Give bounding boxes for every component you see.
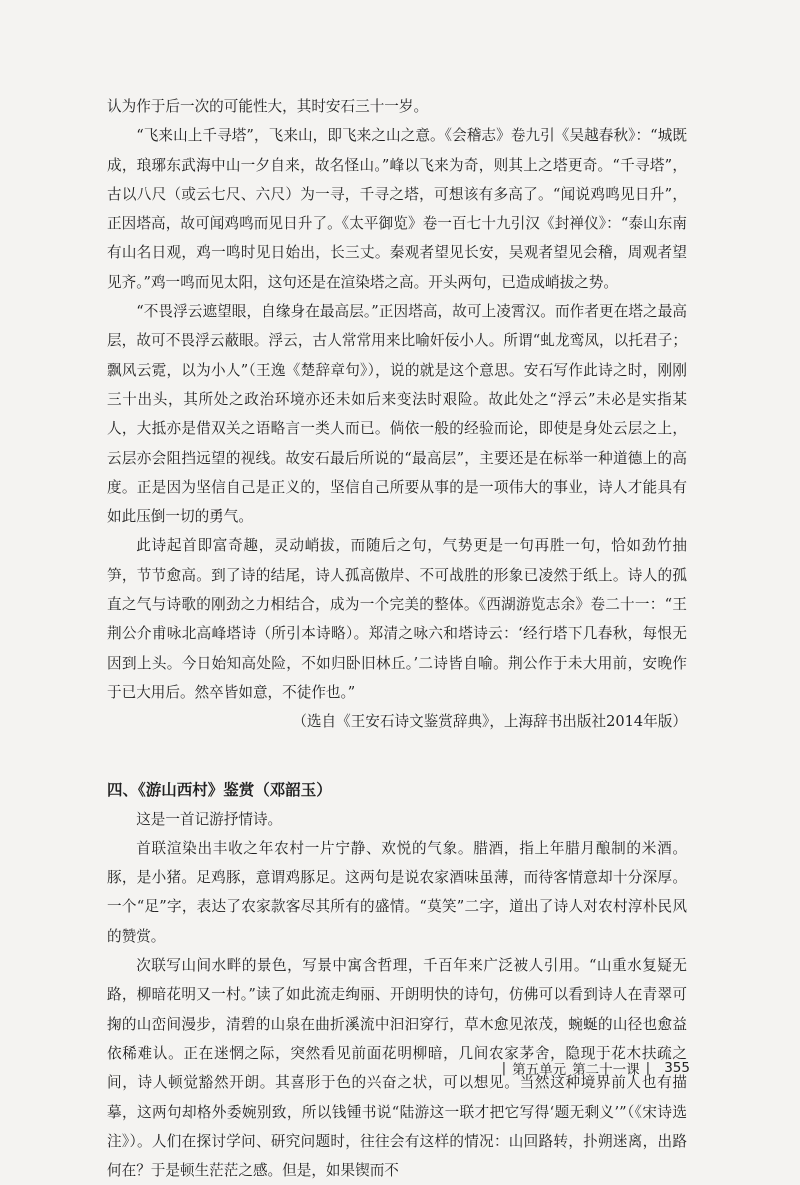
- source-note: （选自《王安石诗文鉴赏辞典》，上海辞书出版社2014年版）: [292, 713, 687, 731]
- paragraph: 首联渲染出丰收之年农村一片宁静、欢悦的气象。腊酒，指上年腊月酿制的米酒。豚，是小猪。足鸡豚，意谓鸡豚足。这两句是说农家酒味虽薄，而待客情意却十分深厚。一个“足”字，表达了农家款客尽其所有的盛情。“莫笑”二字，道出了诗人对农村淳朴民风的赞赏。: [107, 839, 687, 945]
- paragraph: 此诗起首即富奇趣，灵动峭拔，而随后之句，气势更是一句再胜一句，恰如劲竹抽笋，节节愈高。到了诗的结尾，诗人孤高傲岸、不可战胜的形象已凌然于纸上。诗人的孤直之气与诗歌的刚劲之力相结合，成为一个完美的整体。《西湖游览志余》卷二十一：“王荆公介甫咏北高峰塔诗（所引本诗略）。郑清之咏六和塔诗云：‘经行塔下几春秋，每恨无因到上头。今日始知高处险，不如归卧旧林丘。’二诗皆自喻。荆公作于未大用前，安晚作于已大用后。然卒皆如意，不徒作也。”: [107, 537, 687, 701]
- text-column: [107, 92, 687, 1185]
- paragraph: 认为作于后一次的可能性大，其时安石三十一岁。: [107, 98, 429, 115]
- footer-lesson: 第二十一课: [572, 1062, 640, 1078]
- page-number: 355: [664, 1060, 690, 1076]
- paragraph: 次联写山间水畔的景色，写景中寓含哲理，千百年来广泛被人引用。“山重水复疑无路，柳暗花明又一村。”读了如此流走绚丽、开朗明快的诗句，仿佛可以看到诗人在青翠可掬的山峦间漫步，清碧的山泉在曲折溪流中汩汩穿行，草木愈见浓茂，蜿蜒的山径也愈益依稀难认。正在迷惘之际，突然看见前面花明柳暗，几间农家茅舍，隐现于花木扶疏之间，诗人顿觉豁然开朗。其喜形于色的兴奋之状，可以想见。当然这种境界前人也有描摹，这两句却格外委婉别致，所以钱锺书说“陆游这一联才把它写得‘题无剩义’”（《宋诗选注》）。人们在探讨学问、研究问题时，往往会有这样的情况：山回路转，扑朔迷离，出路何在？于是顿生茫茫之感。但是，如果锲而不: [107, 957, 687, 1180]
- footer-unit: 第五单元: [512, 1062, 567, 1078]
- section-title: 四、《游山西村》鉴赏（邓韶玉）: [107, 780, 332, 799]
- footer-divider: |: [501, 1060, 507, 1076]
- footer-divider: |: [645, 1060, 651, 1076]
- paragraph: “不畏浮云遮望眼，自缘身在最高层。”正因塔高，故可上凌霄汉。而作者更在塔之最高层，故可不畏浮云蔽眼。浮云，古人常常用来比喻奸佞小人。所谓“虬龙鸾凤，以托君子；飘风云霓，以为小人”（王逸《楚辞章句》），说的就是这个意思。安石写作此诗之时，刚刚三十出头，其所处之政治环境亦还未如后来变法时艰险。故此处之“浮云”未必是实指某人，大抵亦是借双关之语略言一类人而已。倘依一般的经验而论，即使是身处云层之上，云层亦会阻挡远望的视线。故安石最后所说的“最高层”，主要还是在标举一种道德上的高度。正是因为坚信自己是正义的，坚信自己所要从事的是一项伟大的事业，诗人才能具有如此压倒一切的勇气。: [107, 303, 687, 526]
- paragraph: “飞来山上千寻塔”，飞来山，即飞来之山之意。《会稽志》卷九引《吴越春秋》：“城既成，琅琊东武海中山一夕自来，故名怪山。”峰以飞来为奇，则其上之塔更奇。“千寻塔”，古以八尺（或云七尺、六尺）为一寻，千寻之塔，可想该有多高了。“闻说鸡鸣见日升”，正因塔高，故可闻鸡鸣而见日升了。《太平御览》卷一百七十九引汉《封禅仪》：“泰山东南有山名日观，鸡一鸣时见日始出，长三丈。秦观者望见长安，吴观者望见会稽，周观者望见齐。”鸡一鸣而见太阳，这句还是在渲染塔之高。开头两句，已造成峭拔之势。: [107, 127, 687, 291]
- paragraph: 这是一首记游抒情诗。: [136, 810, 283, 828]
- page-footer: [500, 1058, 690, 1078]
